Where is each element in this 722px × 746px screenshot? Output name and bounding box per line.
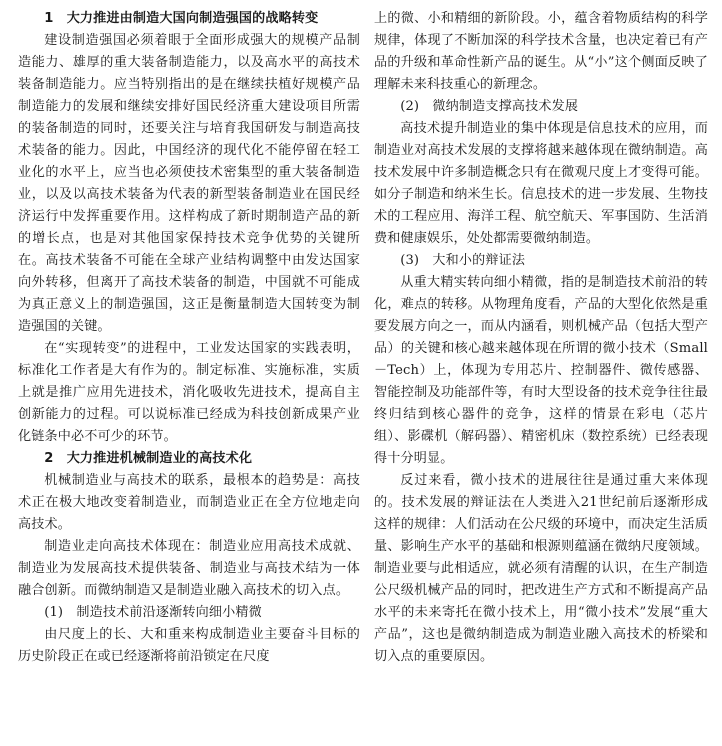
section-1-heading: 1 大力推进由制造大国向制造强国的战略转变 (44, 11, 319, 26)
subsection-3-paragraph-1: 从重大精实转向细小精微，指的是制造技术前沿的转化，难点的转移。从物理角度看，产品的大型化依然是重要发展方向之一，而从内涵看，则机械产品（包括大型产品）的关键和核心越来越体现在所谓的微小技术（Small－Tech）上，体现为专用芯片、控制器件、微传感器、智能控制及功能部件等，有时大型设备的技术竞争往往最终归结到核心器件的竞争，这样的情景在彩电（芯片组）、影碟机（解码器）、精密机床（数控系统）已经表现得十分明显。 (374, 275, 708, 466)
section-2-paragraph-2: 制造业走向高技术体现在：制造业应用高技术成就、制造业为发展高技术提供装备、制造业与高技术结为一体融合创新。而微纳制造又是制造业融入高技术的切入点。 (18, 539, 360, 598)
left-column (18, 8, 360, 668)
section-2-paragraph-1: 机械制造业与高技术的联系，最根本的趋势是：高技术正在极大地改变着制造业，而制造业正在全方位地走向高技术。 (18, 473, 360, 532)
subsection-3-paragraph-2: 反过来看，微小技术的进展往往是通过重大来体现的。技术发展的辩证法在人类进入21世纪前后逐渐形成这样的规律：人们活动在公尺级的环境中，而决定生活质量、影响生产水平的基础和根源则蕴涵在微纳尺度领域。制造业要与此相适应，就必须有清醒的认识，在生产制造公尺级机械产品的同时，把改进生产方式和不断提高产品水平的未来寄托在微小技术上，用“微小技术”发展“重大产品”，这也是微纳制造成为制造业融入高技术的桥梁和切入点的重要原因。 (374, 473, 708, 664)
subsection-2-heading: (2) 微纳制造支撑高技术发展 (400, 99, 579, 114)
section-1-paragraph-1: 建设制造强国必须着眼于全面形成强大的规模产品制造能力、雄厚的重大装备制造能力，以及高水平的高技术装备制造能力。应当特别指出的是在继续扶植好规模产品制造能力的发展和继续安排好国民经济重大建设项目所需的装备制造的同时，还要关注与培育我国研发与制造高技术装备的能力。因此，中国经济的现代化不能停留在轻工业化的水平上，应当也必须使技术密集型的重大装备制造业，以及以高技术装备为代表的新型装备制造业在国民经济运行中发挥重要作用。这样构成了新时期制造产品的新的增长点，也是对其他国家保持技术竞争优势的关键所在。高技术装备不可能在全球产业结构调整中由发达国家向外转移，但离开了高技术装备的制造，中国就不可能成为真正意义上的制造强国，这正是衡量制造大国转变为制造强国的关键。 (18, 33, 360, 334)
subsection-3-heading: (3) 大和小的辩证法 (400, 253, 526, 268)
section-2-heading: 2 大力推进机械制造业的高技术化 (44, 451, 253, 466)
section-1-paragraph-2: 在“实现转变”的进程中，工业发达国家的实践表明，标准化工作者是大有作为的。制定标准、实施标准，实质上就是推广应用先进技术，消化吸收先进技术，提高自主创新能力的过程。可以说标准已经成为科技创新成果产业化链条中必不可少的环节。 (18, 341, 360, 444)
subsection-2-paragraph-1: 高技术提升制造业的集中体现是信息技术的应用，而制造业对高技术发展的支撑将越来越体现在微纳制造。高技术发展中许多制造概念只有在微观尺度上才变得可能。如分子制造和纳米生长。信息技术的进一步发展、生物技术的工程应用、海洋工程、航空航天、军事国防、生活消费和健康娱乐，处处都需要微纳制造。 (374, 121, 708, 246)
subsection-1-heading: (1) 制造技术前沿逐渐转向细小精微 (44, 605, 262, 620)
subsection-1-paragraph-start: 由尺度上的长、大和重来构成制造业主要奋斗目标的历史阶段正在或已经逐渐将前沿锁定在尺度 (18, 627, 360, 664)
right-column (374, 8, 708, 668)
subsection-1-paragraph-continued: 上的微、小和精细的新阶段。小，蕴含着物质结构的科学规律，体现了不断加深的科学技术含量，也决定着已有产品的升级和革命性新产品的诞生。从“小”这个侧面反映了理解未来科技重心的新理念。 (374, 11, 708, 92)
